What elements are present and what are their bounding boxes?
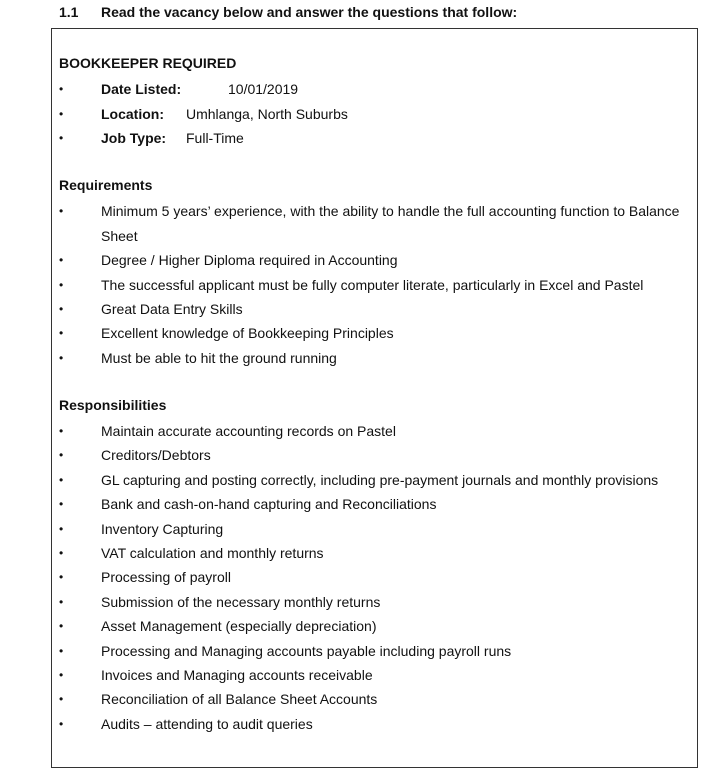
responsibility-item-text: GL capturing and posting correctly, including pre-payment journals and monthly provisions bbox=[101, 471, 659, 488]
requirement-item-text: Minimum 5 years’ experience, with the ability to handle the full accounting function to Balance Sheet bbox=[101, 203, 680, 244]
bullet: • bbox=[59, 302, 64, 317]
responsibility-item bbox=[59, 517, 691, 541]
requirement-item bbox=[59, 273, 691, 297]
responsibility-item bbox=[59, 565, 691, 589]
responsibility-item bbox=[59, 639, 691, 663]
responsibility-item bbox=[59, 541, 691, 565]
bullet: • bbox=[59, 277, 64, 292]
detail-job-type bbox=[59, 126, 691, 150]
responsibility-item bbox=[59, 492, 691, 516]
responsibility-item bbox=[59, 419, 691, 443]
bullet: • bbox=[59, 106, 64, 121]
bullet: • bbox=[59, 472, 64, 487]
responsibility-item bbox=[59, 614, 691, 638]
bullet: • bbox=[59, 253, 64, 268]
requirement-item bbox=[59, 199, 691, 248]
question-instruction: Read the vacancy below and answer the questions that follow: bbox=[101, 4, 518, 20]
responsibility-item-text: Invoices and Managing accounts receivable bbox=[101, 667, 373, 684]
requirement-item-text: The successful applicant must be fully computer literate, particularly in Excel and Pastel bbox=[101, 276, 644, 293]
bullet: • bbox=[59, 521, 64, 536]
responsibility-item-text: Processing of payroll bbox=[101, 569, 231, 586]
requirement-item bbox=[59, 321, 691, 345]
date-listed-label: Date Listed: bbox=[101, 81, 182, 98]
requirement-item bbox=[59, 346, 691, 370]
requirements-heading: Requirements bbox=[59, 177, 153, 193]
requirement-item-text: Degree / Higher Diploma required in Accounting bbox=[101, 252, 398, 269]
requirements-list bbox=[59, 199, 691, 370]
responsibility-item bbox=[59, 468, 691, 492]
responsibility-item-text: Audits – attending to audit queries bbox=[101, 715, 313, 732]
question-number: 1.1 bbox=[59, 4, 79, 20]
responsibilities-list bbox=[59, 419, 691, 736]
bullet: • bbox=[59, 424, 64, 439]
responsibility-item-text: Inventory Capturing bbox=[101, 520, 224, 537]
job-type-label: Job Type: bbox=[101, 130, 167, 147]
responsibility-item bbox=[59, 712, 691, 736]
bullet: • bbox=[59, 643, 64, 658]
responsibility-item bbox=[59, 443, 691, 467]
job-type-value: Full-Time bbox=[186, 130, 244, 147]
bullet: • bbox=[59, 497, 64, 512]
requirement-item bbox=[59, 248, 691, 272]
bullet: • bbox=[59, 326, 64, 341]
requirement-item-text: Excellent knowledge of Bookkeeping Principles bbox=[101, 325, 394, 342]
spacer bbox=[59, 370, 691, 394]
responsibility-item-text: Bank and cash-on-hand capturing and Reconciliations bbox=[101, 496, 437, 513]
responsibility-item-text: Processing and Managing accounts payable including payroll runs bbox=[101, 642, 512, 659]
location-label: Location: bbox=[101, 105, 164, 122]
bullet: • bbox=[59, 668, 64, 683]
bullet: • bbox=[59, 716, 64, 731]
responsibility-item-text: Reconciliation of all Balance Sheet Accounts bbox=[101, 691, 378, 708]
responsibility-item bbox=[59, 590, 691, 614]
question-header bbox=[59, 4, 517, 20]
bullet: • bbox=[59, 570, 64, 585]
vacancy-box bbox=[51, 28, 698, 768]
bullet: • bbox=[59, 619, 64, 634]
responsibility-item-text: Submission of the necessary monthly returns bbox=[101, 593, 381, 610]
bullet: • bbox=[59, 546, 64, 561]
responsibility-item-text: Creditors/Debtors bbox=[101, 447, 211, 464]
requirement-item bbox=[59, 297, 691, 321]
bullet: • bbox=[59, 350, 64, 365]
bullet: • bbox=[59, 131, 64, 146]
vacancy-content bbox=[59, 53, 691, 736]
responsibility-item-text: VAT calculation and monthly returns bbox=[101, 545, 324, 562]
responsibilities-heading: Responsibilities bbox=[59, 396, 167, 413]
responsibility-item bbox=[59, 663, 691, 687]
spacer bbox=[59, 151, 691, 175]
requirement-item-text: Must be able to hit the ground running bbox=[101, 349, 337, 366]
responsibility-item-text: Maintain accurate accounting records on Pastel bbox=[101, 423, 396, 440]
detail-location bbox=[59, 102, 691, 126]
date-listed-value: 10/01/2019 bbox=[228, 81, 299, 98]
bullet: • bbox=[59, 204, 64, 219]
bullet: • bbox=[59, 692, 64, 707]
bullet: • bbox=[59, 594, 64, 609]
responsibility-item-text: Asset Management (especially depreciation) bbox=[101, 618, 377, 635]
detail-date-listed bbox=[59, 77, 691, 101]
bullet: • bbox=[59, 82, 64, 97]
bullet: • bbox=[59, 448, 64, 463]
vacancy-title: BOOKKEEPER REQUIRED bbox=[59, 55, 237, 71]
responsibility-item bbox=[59, 687, 691, 711]
location-value: Umhlanga, North Suburbs bbox=[186, 105, 348, 122]
requirement-item-text: Great Data Entry Skills bbox=[101, 301, 243, 318]
